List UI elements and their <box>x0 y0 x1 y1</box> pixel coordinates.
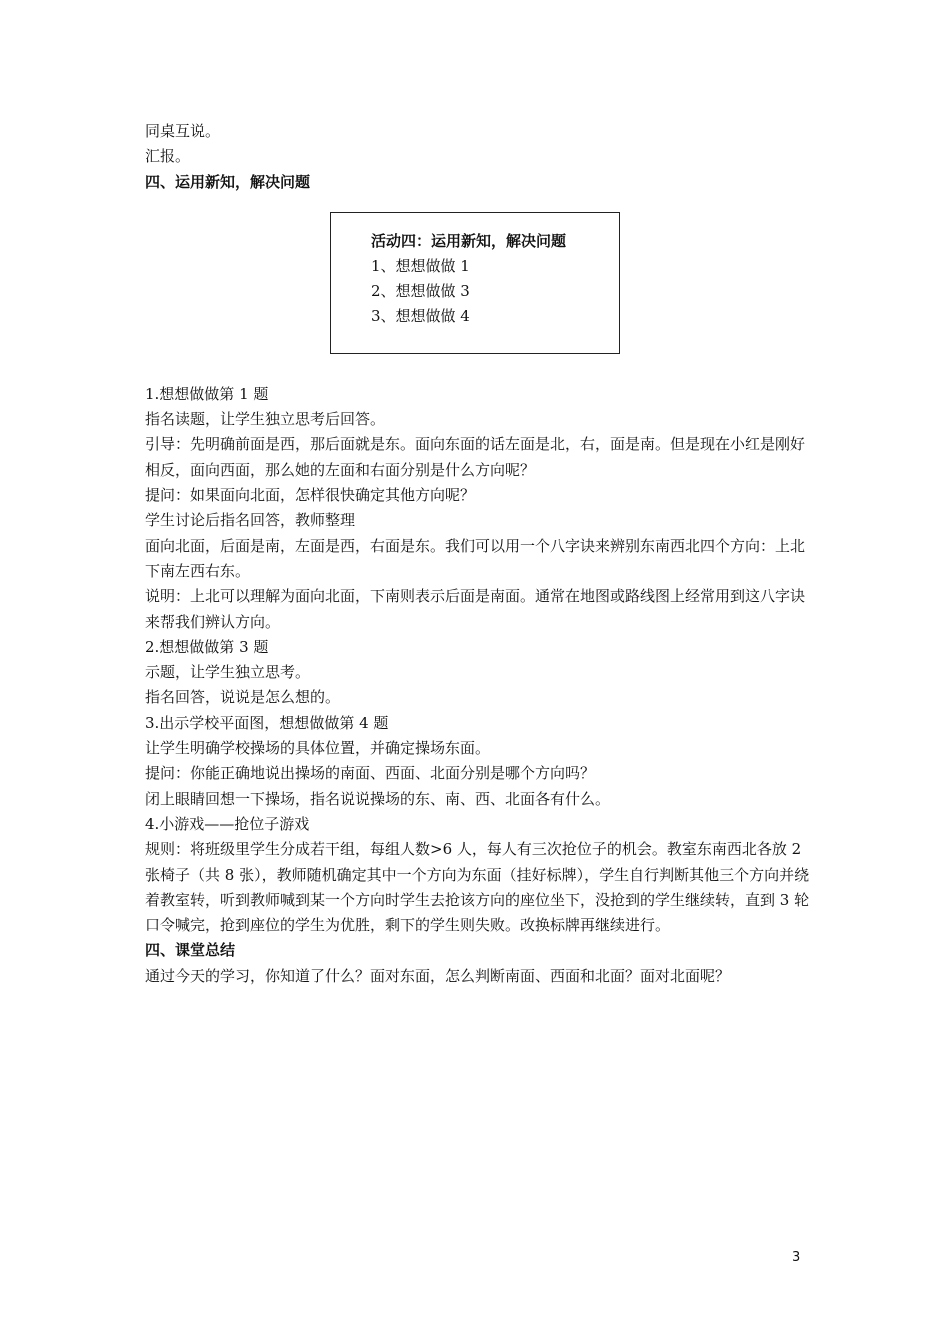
paragraph: 引导：先明确前面是西，那后面就是东。面向东面的话左面是北，右，面是南。但是现在小红是刚好相反，面向西面，那么她的左面和右面分别是什么方向呢？ <box>145 435 806 479</box>
paragraph: 3.出示学校平面图，想想做做第 4 题 <box>145 713 389 732</box>
activity-box <box>330 212 620 354</box>
page-number: 3 <box>792 1250 801 1265</box>
summary-text: 通过今天的学习，你知道了什么？面对东面，怎么判断南面、西面和北面？面对北面呢？ <box>145 966 731 985</box>
page-content <box>145 119 815 989</box>
paragraph: 提问：如果面向北面，怎样很快确定其他方向呢？ <box>145 486 476 505</box>
paragraph: 1.想想做做第 1 题 <box>145 384 269 403</box>
body-text <box>145 382 815 989</box>
paragraph: 说明：上北可以理解为面向北面，下南则表示后面是南面。通常在地图或路线图上经常用到这八字诀来帮我们辨认方向。 <box>145 587 806 631</box>
paragraph: 让学生明确学校操场的具体位置，并确定操场东面。 <box>145 739 491 758</box>
paragraph: 指名回答，说说是怎么想的。 <box>145 688 341 707</box>
paragraph: 4.小游戏——抢位子游戏 <box>145 814 310 833</box>
activity-box-content <box>371 229 566 329</box>
paragraph: 提问：你能正确地说出操场的南面、西面、北面分别是哪个方向吗？ <box>145 764 596 783</box>
paragraph: 2.想想做做第 3 题 <box>145 637 269 656</box>
paragraph: 闭上眼睛回想一下操场，指名说说操场的东、南、西、北面各有什么。 <box>145 789 611 808</box>
section-heading: 四、运用新知，解决问题 <box>145 172 311 191</box>
paragraph: 面向北面，后面是南，左面是西，右面是东。我们可以用一个八字诀来辨别东南西北四个方向：上北下南左西右东。 <box>145 536 806 580</box>
paragraph: 示题，让学生独立思考。 <box>145 663 311 682</box>
activity-item: 3、想想做做 4 <box>371 306 470 325</box>
summary-heading: 四、课堂总结 <box>145 941 236 960</box>
paragraph: 指名读题，让学生独立思考后回答。 <box>145 410 386 429</box>
paragraph: 学生讨论后指名回答，教师整理 <box>145 511 356 530</box>
text-line: 同桌互说。 <box>145 122 221 140</box>
activity-box-title: 活动四：运用新知，解决问题 <box>371 231 567 250</box>
activity-item: 1、想想做做 1 <box>371 256 470 275</box>
text-line: 汇报。 <box>145 147 191 166</box>
paragraph: 规则：将班级里学生分成若干组，每组人数>6 人，每人有三次抢位子的机会。教室东南西北各放 2 张椅子（共 8 张），教师随机确定其中一个方向为东面（挂好标牌），学生自行判断其他三个方向并绕着教室转，听到教师喊到某一个方向时学生去抢该方向的座位坐下，没抢到的学生继续转，直到 3 轮口令喊完，抢到座位的学生为优胜，剩下的学生则失败。改换标牌再继续进行。 <box>145 840 810 935</box>
activity-item: 2、想想做做 3 <box>371 281 470 300</box>
